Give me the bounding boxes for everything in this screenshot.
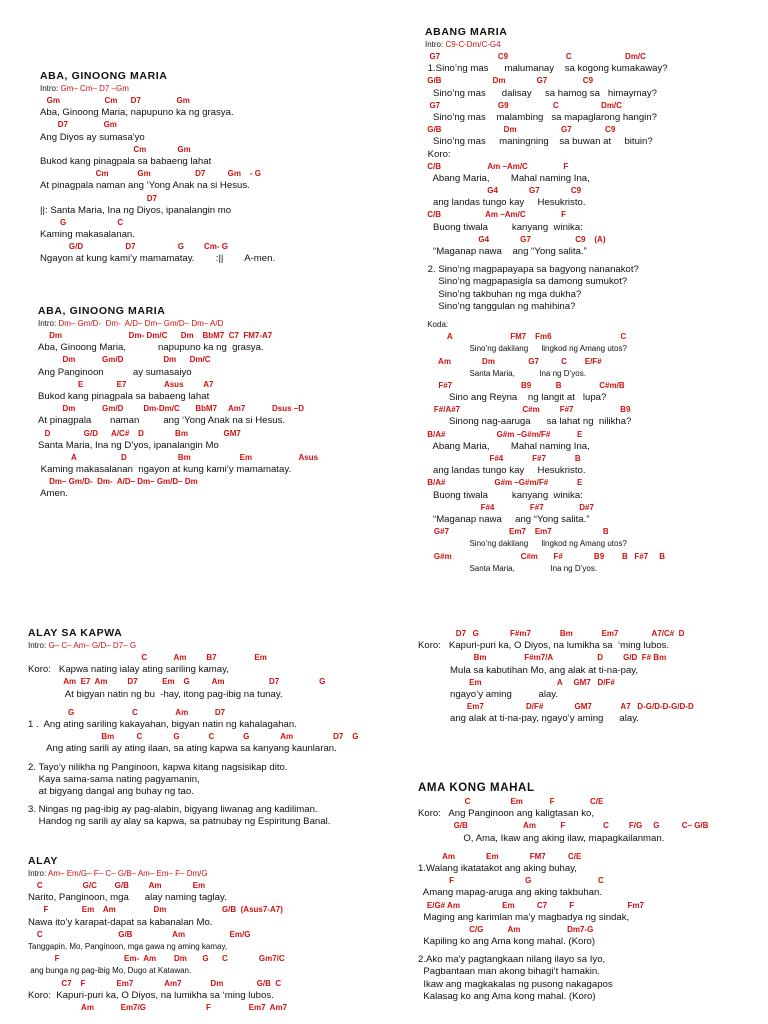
lyric-line: 1.Walang ikatatakot ang aking buhay, (418, 862, 577, 874)
lyric-line: Kaya sama-sama nating pagyamanin, (28, 773, 200, 785)
intro-label: Intro: (40, 84, 61, 93)
chord-line: F#/A#7 C#m F#7 B9 (425, 405, 631, 415)
chord-line: C Em F C/E (418, 797, 604, 806)
song-title: ALAY (28, 855, 59, 867)
intro-chords: C9-C-Dm/C-G4 (445, 40, 501, 49)
lyric-line: Santa Maria, Ina ng D’yos. (425, 368, 586, 378)
chord-line: D7 G F#m7 Bm Em7 A7/C# D (418, 629, 685, 638)
intro-line (425, 40, 765, 49)
lyric-line: Aba, Ginoong Maria, napupuno ka ng grasya. (40, 107, 234, 119)
song-aba-ginoong-maria-2 (38, 305, 383, 501)
lyric-line: Abang Maria, Mahal naming Ina, (425, 172, 590, 184)
lyric-line: Buong tiwala kanyang winika: (425, 489, 583, 501)
lyric-line: Sino’ng magpapasigla sa damong sumukot? (425, 276, 628, 288)
chord-line: F Em Am Dm G/B (Asus7-A7) (28, 905, 283, 915)
lyric-line: Ikaw ang magkakalas ng pusong nakagapos (418, 978, 613, 990)
lyric-line: Koro: Kapwa nating ialay ating sariling kamay, (28, 664, 229, 676)
chord-line: Bm C G C G Am D7 G (28, 732, 359, 742)
lyric-line: at bigyang dangal ang buhay ng tao. (28, 785, 194, 797)
chord-line: A D Bm Em Asus (38, 452, 319, 462)
intro-chords: Am– Em/G– F– C– G/B– Am– Em– F– Dm/G (48, 869, 208, 878)
chord-line: Em7 D/F# GM7 A7 D-G/D-D-G/D-D (418, 702, 694, 712)
chord-line: C G/C G/B Am Em (28, 881, 206, 890)
lyric-line: Tanggapin, Mo, Panginoon, mga gawa ng aming kamay, (28, 941, 228, 951)
chord-line: G#7 Em7 Em7 B (425, 527, 609, 537)
chord-line: G/B Dm G7 C9 (425, 125, 616, 135)
lyric-line: Santa Maria, Ina ng D’yos. (425, 563, 598, 573)
lyric-line: At bigyan natin ng bu -hay, itong pag-ibig na tunay. (28, 688, 283, 700)
song-abang-maria (425, 26, 765, 575)
chord-line: Am E7 Am D7 Em G Am D7 G (28, 677, 326, 687)
song-title: ABA, GINOONG MARIA (38, 305, 166, 317)
chord-line: G C (40, 217, 124, 227)
intro-line (28, 869, 398, 878)
lyric-line: Sinong nag-aaruga sa lahat ng nilikha? (425, 416, 632, 428)
chord-line: D7 Gm (40, 120, 117, 130)
chord-line: C Am B7 Em (28, 653, 267, 662)
lyric-line: Amen. (38, 488, 68, 500)
chord-line: Gm Cm D7 Gm (40, 96, 190, 105)
lyric-line: Mula sa kabutihan Mo, ang alak at ti-na-pay, (418, 664, 639, 676)
lyric-line: Ang Diyos ay sumasa'yo (40, 131, 145, 143)
chord-line: Cm Gm D7 Gm - G (40, 169, 261, 179)
intro-line (40, 84, 380, 93)
lyric-line: Ang ating sarili ay ating ilaan, sa ating kapwa sa kanyang kaunlaran. (28, 743, 337, 755)
lyric-line: Koro: Kapuri-puri ka, O Diyos, na lumikha sa ‘ming lubos. (28, 989, 274, 1001)
chord-line: Em A GM7 D/F# (418, 677, 615, 687)
chord-line: F G C (418, 876, 604, 886)
intro-label: Intro: (425, 40, 446, 49)
chord-line: F Em- Am Dm G C Gm7/C (28, 954, 285, 964)
lyric-line: Sino’ng mas malambing sa mapaglarong hangin? (425, 111, 657, 123)
chord-line: Dm Dm- Dm/C Dm BbM7 C7 FM7-A7 (38, 331, 273, 340)
chord-line: Dm Gm/D Dm-Dm/C BbM7 Am7 Dsus –D (38, 404, 304, 414)
chord-line: G C Am D7 (28, 707, 226, 717)
chord-line: Bm F#m7/A D G/D F# Bm (418, 653, 667, 663)
chord-line: G4 G7 C9 (A) (425, 234, 606, 244)
lyric-line: Ang Panginoon ay sumasaiyo (38, 366, 192, 378)
chord-line: F#4 F#7 D#7 (425, 502, 594, 512)
lyric-line: Bukod kang pinagpala sa babaeng lahat (40, 155, 212, 167)
chord-line: C G/B Am Em/G (28, 929, 251, 939)
lyric-line: 2. Tayo’y nilikha ng Panginoon, kapwa kitang nagsisikap dito. (28, 761, 288, 773)
lyric-line: Kalasag ko ang Ama kong mahal. (Koro) (418, 990, 596, 1002)
chord-line: G4 G7 C9 (425, 186, 582, 196)
lyric-line: Sino ang Reyna ng langit at lupa? (425, 392, 607, 404)
lyric-line: 3. Ningas ng pag-ibig ay pag-alabin, bigyang liwanag ang kadiliman. (28, 804, 318, 816)
chord-line: Cm Gm (40, 144, 191, 154)
lyric-line: ang alak at ti-na-pay, ngayo’y aming alay. (418, 713, 639, 725)
lyric-line: 1 . Ang ating sariling kakayahan, bigyan natin ng kahalagahan. (28, 718, 297, 730)
lyric-line: Narito, Panginoon, mga alay naming taglay. (28, 892, 227, 904)
lyric-line: Aba, Ginoong Maria, napupuno ka ng grasya. (38, 342, 264, 354)
lyric-line: Sino’ng tanggulan ng mahihina? (425, 300, 576, 312)
chord-line: D7 (40, 193, 157, 203)
lyric-line: 1.Sino’ng mas malumanay sa kogong kumakaway? (425, 63, 668, 75)
chord-line: F#4 F#7 B (425, 454, 581, 463)
lyric-line: 2. Sino’ng magpapayapa sa bagyong nananakot? (425, 264, 639, 276)
song-title: ALAY SA KAPWA (28, 627, 123, 639)
intro-label: Intro: (28, 641, 49, 650)
lyric-line: ||: Santa Maria, Ina ng Diyos, ipanalangin mo (40, 204, 232, 216)
chord-line: C/G Am Dm7-G (418, 924, 594, 934)
lyric-line: ngayo’y aming alay. (418, 688, 559, 700)
chord-line: Dm– Gm/D- Dm- A/D– Dm– Gm/D– Dm (38, 477, 198, 487)
intro-label: Intro: (38, 319, 59, 328)
lyric-line: ang landas tungo kay Hesukristo. (425, 197, 586, 209)
chord-line: F#7 B9 B C#m/B (425, 380, 625, 390)
song-aba-ginoong-maria-1 (40, 70, 380, 266)
lyric-line: “Maganap nawa ang “Yong salita.” (425, 246, 587, 257)
intro-chords: Dm– Gm/D- Dm- A/D– Dm– Gm/D– Dm– A/D (58, 319, 224, 328)
chord-line: E/G# Am Em C7 F Fm7 (418, 900, 644, 910)
chord-line: A FM7 Fm6 C (425, 332, 627, 342)
lyric-line: Buong tiwala kanyang winika: (425, 221, 583, 233)
song-title: AMA KONG MAHAL (418, 782, 535, 794)
lyric-line: 2.Ako ma’y pagtangkaan nilang ilayo sa Iyo, (418, 954, 606, 966)
chord-line: G/B Dm G7 C9 (425, 76, 594, 86)
song-title: ABA, GINOONG MARIA (40, 70, 168, 82)
chord-line: B/A# G#m –G#m/F# E (425, 478, 583, 488)
intro-label: Intro: (28, 869, 49, 878)
lyric-line: Sino’ng mas maningning sa buwan at bituin? (425, 136, 653, 148)
lyric-line: Kaming makasalanan ngayon at kung kami’y mamamatay. (38, 464, 292, 476)
chord-line: G7 C9 C Dm/C (425, 52, 646, 61)
song-title: ABANG MARIA (425, 26, 508, 38)
chord-line: Am Em7/G F Em7 Am7 (28, 1002, 288, 1012)
chord-line: Am Dm G7 C E/F# (425, 356, 602, 366)
lyric-line: Nawa ito’y karapat-dapat sa kabanalan Mo. (28, 916, 213, 928)
lyric-line: Sino’ng dakilang lingkod ng Amang utos? (425, 344, 627, 354)
intro-chords: Gm– Cm– D7 –Gm (60, 84, 129, 93)
chord-line: Am Em FM7 C/E (418, 851, 582, 861)
lyric-line: ang landas tungo kay Hesukristo. (425, 465, 586, 477)
lyric-line: Sino’ng takbuhan ng mga dukha? (425, 288, 582, 300)
chord-line: E E7 Asus A7 (38, 379, 214, 389)
lyric-line: Kaming makasalanan. (40, 229, 135, 241)
lyric-line: Sino’ng dakilang lingkod ng Amang utos? (425, 539, 627, 549)
chord-line: G/D D7 G Cm- G (40, 242, 229, 252)
lyric-line: Abang Maria, Mahal naming Ina, (425, 440, 590, 452)
chord-line: B/A# G#m –G#m/F# E (425, 429, 583, 439)
intro-line (38, 319, 383, 328)
chord-line: C/B Am –Am/C F (425, 210, 567, 220)
chord-line: G/B Am F C F/G G C– G/B (418, 821, 709, 831)
intro-chords: G– C– Am– G/D– D7– G (48, 641, 137, 650)
chord-line: G#m C#m F# B9 B F#7 B (425, 551, 666, 561)
lyric-line: Maging ang karimlan ma’y magbadya ng sindak, (418, 911, 630, 923)
intro-line (28, 641, 398, 650)
lyric-line: “Maganap nawa ang “Yong salita.” (425, 513, 590, 525)
chord-line: D G/D A/C# D Bm GM7 (38, 428, 241, 438)
chord-line: Dm Gm/D Dm Dm/C (38, 355, 211, 365)
lyric-line: Koro: (425, 148, 451, 160)
chord-line: G7 G9 C Dm/C (425, 100, 622, 110)
chord-line: C/B Am –Am/C F (425, 161, 569, 171)
lyric-line: Amang mapag-aruga ang aking takbuhan. (418, 887, 603, 899)
lyric-line: Sino’ng mas dalisay sa hamog sa himaymay? (425, 87, 657, 99)
song-alay (28, 855, 398, 1014)
chord-line: C7 F Em7 Am7 Dm G/B C (28, 978, 282, 988)
lyric-line: Handog ng sarili ay alay sa kapwa, sa patnubay ng Espiritung Banal. (28, 816, 331, 828)
lyric-line: At pinagpala naman ang ‘Yong Anak na si Hesus. (38, 415, 286, 427)
lyric-line: Kapiling ko ang Ama kong mahal. (Koro) (418, 936, 596, 948)
lyric-line: O, Ama, Ikaw ang aking ilaw, mapagkailanman. (418, 832, 665, 844)
lyric-line: Bukod kang pinagpala sa babaeng lahat (38, 390, 210, 402)
lyric-line: ang bunga ng pag-ibig Mo, Dugo at Katawan. (28, 966, 192, 976)
lyric-line: Pagbantaan man akong bihagi’t hamakin. (418, 966, 600, 978)
song-ama-kong-mahal (418, 782, 763, 1003)
lyric-line: At pinagpala naman ang ‘Yong Anak na si Hesus. (40, 180, 250, 192)
lyric-line: Koro: Ang Panginoon ang kaligtasan ko, (418, 808, 595, 820)
lyric-line: Koda: (425, 319, 449, 329)
lyric-line: Koro: Kapuri-puri ka, O Diyos, na lumikha sa ‘ming lubos. (418, 640, 670, 652)
song-alay-continued (418, 628, 763, 726)
lyric-line: Santa Maria, Ina ng D’yos, ipanalangin Mo (38, 439, 219, 451)
lyric-line: Ngayon at kung kami’y mamamatay. :|| A-men. (40, 253, 276, 265)
song-alay-sa-kapwa (28, 627, 398, 828)
